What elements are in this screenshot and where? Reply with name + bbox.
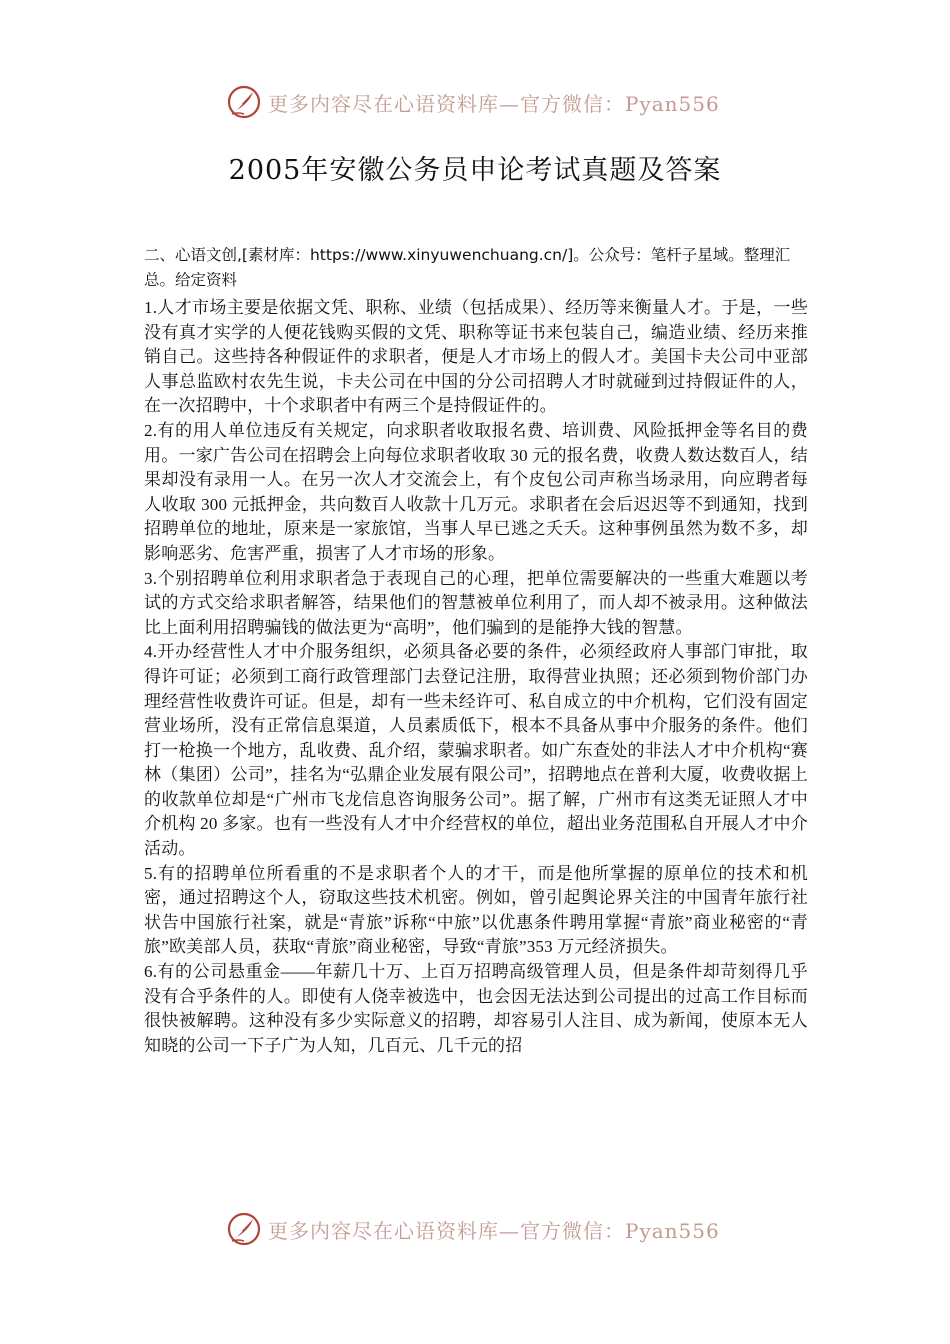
watermark-banner-top: [0, 82, 950, 122]
paragraph: 6.有的公司悬重金——年薪几十万、上百万招聘高级管理人员，但是条件却苛刻得几乎没有合乎条件的人。即使有人侥幸被选中，也会因无法达到公司提出的过高工作目标而很快被解聘。这种没有多少实际意义的招聘，却容易引人注目、成为新闻，使原本无人知晓的公司一下子广为人知，几百元、几千元的招: [144, 962, 808, 1055]
document-body: [144, 243, 808, 1058]
paragraph: 4.开办经营性人才中介服务组织，必须具备必要的条件，必须经政府人事部门审批，取得许可证；必须到工商行政管理部门去登记注册，取得营业执照；还必须到物价部门办理经营性收费许可证。但是，却有一些未经许可、私自成立的中介机构，它们没有固定营业场所，没有正常信息渠道，人员素质低下，根本不具备从事中介服务的条件。他们打一枪换一个地方，乱收费、乱介绍，蒙骗求职者。如广东查处的非法人才中介机构“赛林（集团）公司”，挂名为“弘鼎企业发展有限公司”，招聘地点在普利大厦，收费收据上的收款单位却是“广州市飞龙信息咨询服务公司”。据了解，广州市有这类无证照人才中介机构 20 多家。也有一些没有人才中介经营权的单位，超出业务范围私自开展人才中介活动。: [144, 642, 808, 859]
document-title: 2005年安徽公务员申论考试真题及答案: [228, 155, 722, 186]
watermark-banner-bottom: [0, 1209, 950, 1249]
watermark-text: 更多内容尽在心语资料库—官方微信：Pyan556: [268, 91, 720, 116]
watermark-text: 更多内容尽在心语资料库—官方微信：Pyan556: [268, 1218, 720, 1243]
intro-line: 二、心语文创,[素材库：https://www.xinyuwenchuang.cn/]。公众号：笔杆子星域。整理汇总。给定资料: [144, 246, 791, 289]
quill-logo-icon: [226, 84, 262, 120]
paragraph: 5.有的招聘单位所看重的不是求职者个人的才干，而是他所掌握的原单位的技术和机密，通过招聘这个人，窃取这些技术机密。例如，曾引起舆论界关注的中国青年旅行社状告中国旅行社案，就是“青旅”诉称“中旅”以优惠条件聘用掌握“青旅”商业秘密的“青旅”欧美部人员，获取“青旅”商业秘密，导致“青旅”353 万元经济损失。: [144, 863, 808, 957]
quill-logo-icon: [226, 1211, 262, 1247]
paragraph: 2.有的用人单位违反有关规定，向求职者收取报名费、培训费、风险抵押金等名目的费用。一家广告公司在招聘会上向每位求职者收取 30 元的报名费，收费人数达数百人，结果却没有录用一人。在另一次人才交流会上，有个皮包公司声称当场录用，向应聘者每人收取 300 元抵押金，共向数百人收款十几万元。求职者在会后迟迟等不到通知，找到招聘单位的地址，原来是一家旅馆，当事人早已逃之夭夭。这种事例虽然为数不多，却影响恶劣、危害严重，损害了人才市场的形象。: [144, 420, 808, 563]
paragraph: 1.人才市场主要是依据文凭、职称、业绩（包括成果）、经历等来衡量人才。于是，一些没有真才实学的人便花钱购买假的文凭、职称等证书来包装自己，编造业绩、经历来推销自己。这些持各种假证件的求职者，便是人才市场上的假人才。美国卡夫公司中亚部人事总监欧村农先生说，卡夫公司在中国的分公司招聘人才时就碰到过持假证件的人，在一次招聘中，十个求职者中有两三个是持假证件的。: [144, 298, 808, 416]
paragraph: 3.个别招聘单位利用求职者急于表现自己的心理，把单位需要解决的一些重大难题以考试的方式交给求职者解答，结果他们的智慧被单位利用了，而人却不被录用。这种做法比上面利用招聘骗钱的做法更为“高明”，他们骗到的是能挣大钱的智慧。: [144, 568, 808, 637]
